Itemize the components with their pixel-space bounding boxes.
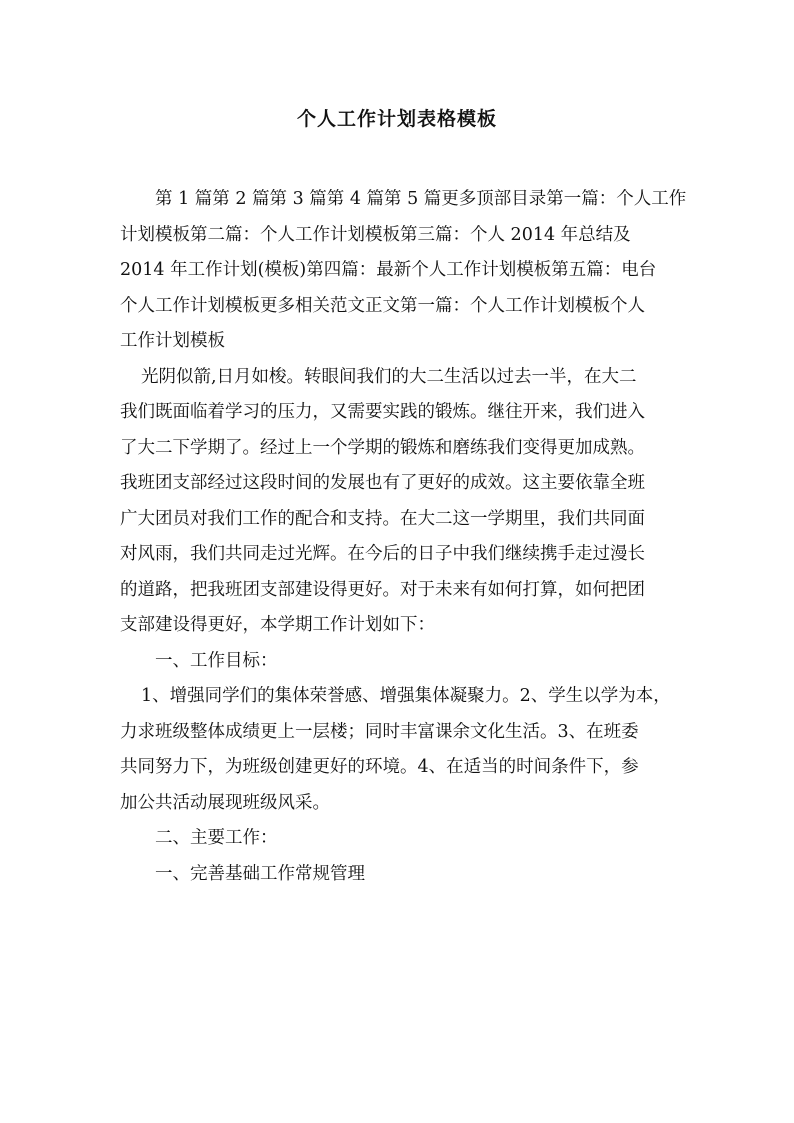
heading-main-work [120, 821, 676, 857]
text-line: 二、主要工作： [155, 828, 278, 848]
text-line: 广大团员对我们工作的配合和支持。在大二这一学期里，我们共同面 [120, 508, 645, 529]
paragraph-table-of-contents [120, 182, 687, 360]
heading-work-goals [120, 644, 676, 680]
text-line: 光阴似箭,日月如梭。转眼间我们的大二生活以过去一半，在大二 [141, 366, 637, 387]
text-line: 我们既面临着学习的压力，又需要实践的锻炼。继往开来，我们进入 [120, 402, 645, 422]
text-line: 共同努力下，为班级创建更好的环境。4、在适当的时间条件下，参 [120, 757, 639, 777]
text-line: 工作计划模板 [120, 331, 225, 351]
text-line: 了大二下学期了。经过上一个学期的锻炼和磨练我们变得更加成熟。 [120, 437, 645, 458]
text-line: 第 1 篇第 2 篇第 3 篇第 4 篇第 5 篇更多顶部目录第一篇：个人工作 [155, 189, 687, 209]
text-line: 加公共活动展现班级风采。 [120, 792, 330, 813]
text-line: 个人工作计划模板更多相关范文正文第一篇：个人工作计划模板个人 [120, 295, 645, 316]
text-line: 的道路，把我班团支部建设得更好。对于未来有如何打算，如何把团 [120, 579, 645, 600]
text-line: 一、工作目标： [155, 650, 278, 671]
document-body [120, 182, 687, 892]
text-line: 对风雨，我们共同走过光辉。在今后的日子中我们继续携手走过漫长 [120, 544, 645, 564]
document-title: 个人工作计划表格模板 [296, 108, 497, 130]
text-line: 计划模板第二篇：个人工作计划模板第三篇：个人 2014 年总结及 [120, 224, 631, 245]
text-line: 我班团支部经过这段时间的发展也有了更好的成效。这主要依靠全班 [120, 473, 645, 493]
paragraph-introduction [120, 360, 676, 644]
heading-basic-management [120, 857, 676, 893]
text-line: 支部建设得更好，本学期工作计划如下： [120, 615, 435, 635]
text-line: 1、增强同学们的集体荣誉感、增强集体凝聚力。2、学生以学为本， [141, 686, 671, 706]
text-line: 2014 年工作计划(模板)第四篇：最新个人工作计划模板第五篇：电台 [120, 260, 657, 280]
text-line: 力求班级整体成绩更上一层楼；同时丰富课余文化生活。3、在班委 [120, 721, 639, 742]
text-line: 一、完善基础工作常规管理 [155, 863, 365, 884]
paragraph-work-goals [120, 679, 676, 821]
